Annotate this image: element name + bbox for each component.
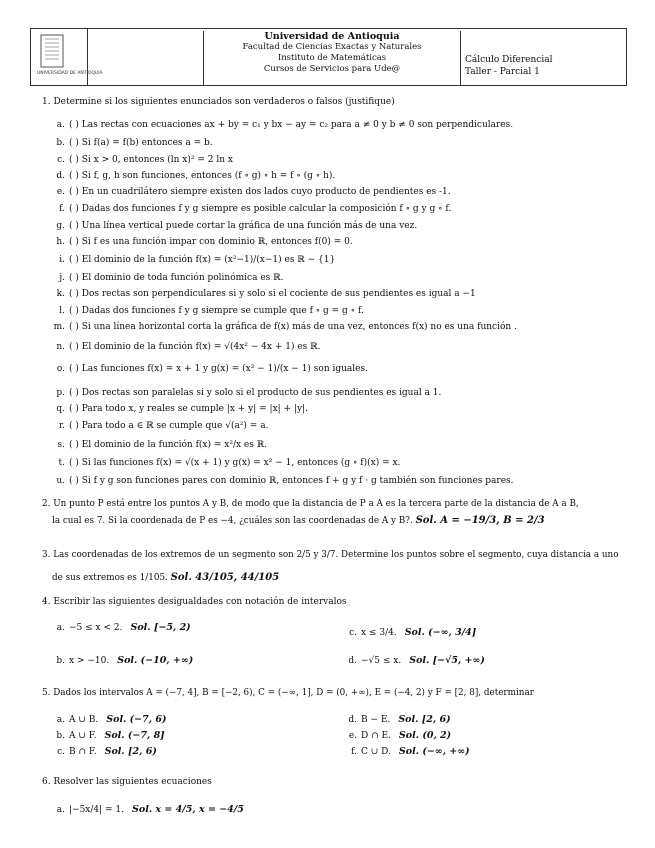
list-item bbox=[339, 655, 485, 667]
item-label: e. bbox=[348, 731, 357, 741]
list-item bbox=[47, 730, 165, 742]
list-item bbox=[47, 187, 451, 198]
list-item bbox=[47, 289, 476, 300]
item-label: a. bbox=[56, 623, 65, 633]
item-label: a. bbox=[56, 120, 65, 130]
item-text: A ∪ F. bbox=[69, 731, 97, 741]
course-name: Cálculo Diferencial bbox=[465, 55, 553, 65]
item-text: ( ) Si f(a) = f(b) entonces a = b. bbox=[69, 138, 213, 148]
item-label: h. bbox=[56, 237, 65, 247]
item-text: ( ) En un cuadrilátero siempre existen dos lados cuyo producto de pendientes es -1. bbox=[69, 187, 451, 197]
item-label: u. bbox=[56, 476, 65, 486]
item-text: ( ) El dominio de toda función polinómica es ℝ. bbox=[69, 273, 284, 283]
item-text: x > −10. bbox=[69, 656, 110, 666]
q4-title: 4. Escribir las siguientes desigualdades con notación de intervalos bbox=[42, 597, 347, 607]
item-text: C ∪ D. bbox=[361, 747, 391, 757]
list-item bbox=[47, 804, 244, 816]
item-label: l. bbox=[59, 306, 65, 316]
list-item bbox=[47, 622, 191, 634]
list-item bbox=[47, 458, 400, 469]
list-item bbox=[47, 204, 451, 215]
courses-name: Cursos de Servicios para Ude@ bbox=[263, 64, 401, 74]
item-label: b. bbox=[56, 656, 65, 666]
item-text: ( ) Dadas dos funciones f y g siempre es posible calcular la composición f ∘ g y g ∘ f. bbox=[69, 204, 452, 214]
q3-line2 bbox=[52, 572, 279, 584]
list-item bbox=[47, 388, 441, 399]
item-text: ( ) Si f y g son funciones pares con dominio ℝ, entonces f + g y f · g también son funciones pares. bbox=[69, 476, 514, 486]
university-name: Universidad de Antioquia bbox=[264, 31, 400, 42]
item-label: a. bbox=[56, 805, 65, 815]
list-item bbox=[47, 364, 368, 375]
item-solution: Sol. (−7, 8] bbox=[104, 730, 165, 741]
list-item bbox=[47, 322, 517, 333]
q5-title: 5. Dados los intervalos A = (−7, 4], B = [−2, 6), C = (−∞, 1], D = (0, +∞), E = (−4, 2) y F = [2, 8], determinar bbox=[42, 688, 534, 698]
list-item bbox=[47, 155, 233, 166]
item-solution: Sol. (−∞, 3/4] bbox=[404, 627, 477, 638]
item-label: c. bbox=[57, 155, 65, 165]
item-label: p. bbox=[56, 388, 65, 398]
list-item bbox=[47, 404, 308, 415]
header-box bbox=[30, 28, 627, 86]
item-text: ( ) Una línea vertical puede cortar la gráfica de una función más de una vez. bbox=[69, 221, 418, 231]
item-label: f. bbox=[351, 747, 357, 757]
item-text: ( ) Dos rectas son perpendiculares si y solo si el cociente de sus pendientes es igual a −1 bbox=[69, 289, 476, 299]
q1-title: 1. Determine si los siguientes enunciados son verdaderos o falsos (justifique) bbox=[42, 97, 395, 107]
item-text: x ≤ 3/4. bbox=[361, 628, 397, 638]
item-text: ( ) Si las funciones f(x) = √(x + 1) y g(x) = x² − 1, entonces (g ∘ f)(x) = x. bbox=[69, 458, 401, 468]
list-item bbox=[47, 273, 283, 284]
item-text: ( ) El dominio de la función f(x) = (x²−1)/(x−1) es ℝ − {1} bbox=[69, 255, 336, 265]
list-item bbox=[47, 714, 166, 726]
q6-title: 6. Resolver las siguientes ecuaciones bbox=[42, 777, 212, 787]
list-item bbox=[339, 746, 470, 758]
list-item bbox=[47, 255, 335, 266]
item-solution: Sol. [2, 6) bbox=[398, 714, 451, 725]
item-label: n. bbox=[56, 342, 65, 352]
item-label: c. bbox=[57, 747, 65, 757]
item-label: d. bbox=[56, 171, 65, 181]
list-item bbox=[47, 421, 268, 432]
q2-line1: 2. Un punto P está entre los puntos A y B, de modo que la distancia de P a A es la tercera parte de la distancia de A a B, bbox=[42, 499, 579, 509]
item-label: d. bbox=[348, 656, 357, 666]
item-label: r. bbox=[58, 421, 65, 431]
workshop-name: Taller - Parcial 1 bbox=[465, 66, 540, 77]
list-item bbox=[47, 138, 213, 149]
q2-line2 bbox=[52, 515, 545, 527]
item-text: ( ) Dos rectas son paralelas si y solo si el producto de sus pendientes es igual a 1. bbox=[69, 388, 442, 398]
seal-icon bbox=[31, 29, 103, 85]
item-text: B − E. bbox=[361, 715, 391, 725]
item-text: B ∩ F. bbox=[69, 747, 97, 757]
list-item bbox=[339, 730, 451, 742]
item-text: ( ) Si una línea horizontal corta la gráfica de f(x) más de una vez, entonces f(x) no es una función . bbox=[69, 322, 517, 332]
item-text: −5 ≤ x < 2. bbox=[69, 623, 123, 633]
item-solution: Sol. x = 4/5, x = −4/5 bbox=[132, 804, 244, 815]
item-solution: Sol. [−5, 2) bbox=[130, 622, 191, 633]
item-label: a. bbox=[56, 715, 65, 725]
item-text: ( ) Dadas dos funciones f y g siempre se cumple que f ∘ g = g ∘ f. bbox=[69, 306, 364, 316]
item-solution: Sol. (0, 2) bbox=[398, 730, 452, 741]
item-text: ( ) Las rectas con ecuaciones ax + by = c₁ y bx − ay = c₂ para a ≠ 0 y b ≠ 0 son perpendiculares. bbox=[69, 120, 514, 130]
item-label: c. bbox=[349, 628, 357, 638]
list-item bbox=[47, 342, 321, 353]
q2-text: la cual es 7. Si la coordenada de P es −4, ¿cuáles son las coordenadas de A y B?. bbox=[52, 516, 413, 526]
item-solution: Sol. [−√5, +∞) bbox=[409, 655, 485, 666]
item-label: i. bbox=[59, 255, 65, 265]
list-item bbox=[339, 714, 451, 726]
q2-solution: Sol. A = −19/3, B = 2/3 bbox=[415, 515, 545, 526]
q3-text: de sus extremos es 1/105. bbox=[52, 573, 168, 583]
logo-text: UNIVERSIDAD DE ANTIOQUIA bbox=[37, 71, 103, 76]
item-text: D ∩ E. bbox=[361, 731, 391, 741]
item-label: t. bbox=[58, 458, 65, 468]
item-text: ( ) Para todo x, y reales se cumple |x + y| = |x| + |y|. bbox=[69, 404, 308, 414]
course-block bbox=[465, 55, 552, 78]
item-text: ( ) Si f es una función impar con dominio ℝ, entonces f(0) = 0. bbox=[69, 237, 353, 247]
item-text: ( ) Si x > 0, entonces (ln x)² = 2 ln x bbox=[69, 155, 233, 165]
item-text: ( ) El dominio de la función f(x) = x²/x es ℝ. bbox=[69, 440, 268, 450]
item-solution: Sol. (−7, 6) bbox=[106, 714, 167, 725]
item-solution: Sol. (−10, +∞) bbox=[117, 655, 194, 666]
item-label: m. bbox=[53, 322, 65, 332]
item-label: d. bbox=[348, 715, 357, 725]
item-label: k. bbox=[56, 289, 65, 299]
item-solution: Sol. (−∞, +∞) bbox=[398, 746, 470, 757]
item-text: ( ) Para todo a ∈ ℝ se cumple que √(a²) = a. bbox=[69, 421, 269, 431]
item-label: j. bbox=[59, 273, 65, 283]
item-label: s. bbox=[57, 440, 65, 450]
faculty-name: Facultad de Ciencias Exactas y Naturales bbox=[242, 42, 422, 52]
item-text: |−5x/4| = 1. bbox=[69, 805, 125, 815]
institution-block bbox=[203, 31, 461, 85]
list-item bbox=[47, 306, 364, 317]
item-label: g. bbox=[56, 221, 65, 231]
item-text: ( ) Las funciones f(x) = x + 1 y g(x) = (x² − 1)/(x − 1) son iguales. bbox=[69, 364, 368, 374]
item-label: f. bbox=[59, 204, 65, 214]
item-solution: Sol. [2, 6) bbox=[104, 746, 157, 757]
list-item bbox=[47, 237, 353, 248]
list-item bbox=[47, 440, 267, 451]
item-text: −√5 ≤ x. bbox=[361, 656, 402, 666]
university-logo bbox=[31, 29, 103, 85]
item-label: q. bbox=[56, 404, 65, 414]
list-item bbox=[47, 221, 417, 232]
item-text: A ∪ B. bbox=[69, 715, 99, 725]
q3-solution: Sol. 43/105, 44/105 bbox=[170, 572, 280, 583]
item-label: o. bbox=[56, 364, 65, 374]
item-label: e. bbox=[56, 187, 65, 197]
item-label: b. bbox=[56, 138, 65, 148]
list-item bbox=[339, 627, 476, 639]
list-item bbox=[47, 655, 193, 667]
list-item bbox=[47, 171, 335, 182]
institute-name: Instituto de Matemáticas bbox=[277, 53, 387, 63]
list-item bbox=[47, 120, 513, 131]
item-text: ( ) Si f, g, h son funciones, entonces (f ∘ g) ∘ h = f ∘ (g ∘ h). bbox=[69, 171, 336, 181]
q3-line1: 3. Las coordenadas de los extremos de un segmento son 2/5 y 3/7. Determine los puntos sobre el segmento, cuya distancia a uno bbox=[42, 550, 619, 560]
item-text: ( ) El dominio de la función f(x) = √(4x² − 4x + 1) es ℝ. bbox=[69, 342, 321, 352]
item-label: b. bbox=[56, 731, 65, 741]
list-item bbox=[47, 746, 157, 758]
list-item bbox=[47, 476, 514, 487]
